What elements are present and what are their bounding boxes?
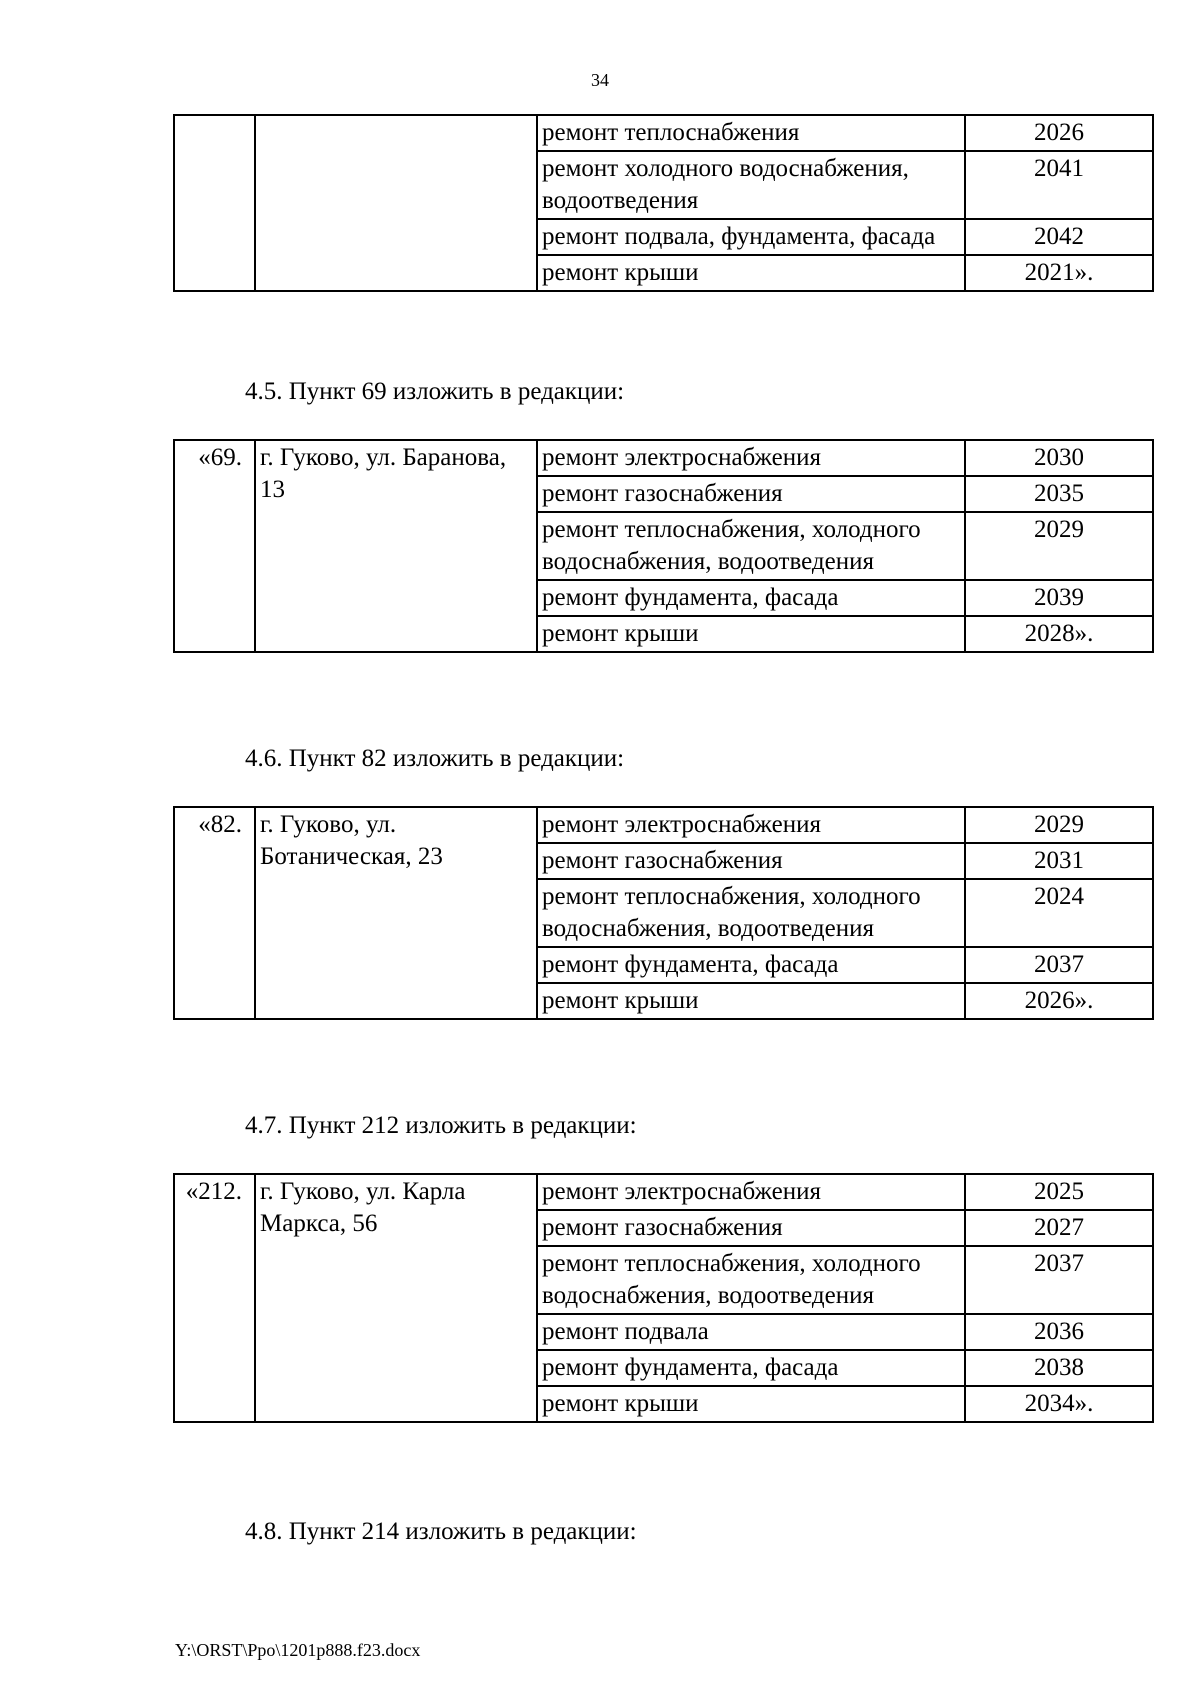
work-cell: ремонт крыши [537, 983, 965, 1019]
work-cell: ремонт теплоснабжения [537, 115, 965, 151]
item-number-cell: «212. [174, 1174, 255, 1422]
work-cell: ремонт подвала, фундамента, фасада [537, 219, 965, 255]
table-row [174, 115, 1153, 151]
year-cell: 2035 [965, 476, 1153, 512]
year-cell: 2029 [965, 512, 1153, 580]
year-cell: 2038 [965, 1350, 1153, 1386]
table-row [174, 440, 1153, 476]
file-path-footer: Y:\ORST\Ppo\1201p888.f23.docx [175, 1640, 421, 1660]
work-cell: ремонт газоснабжения [537, 1210, 965, 1246]
work-cell: ремонт крыши [537, 1386, 965, 1422]
table-row [174, 807, 1153, 843]
year-cell: 2029 [965, 807, 1153, 843]
year-cell: 2026 [965, 115, 1153, 151]
address-cell: г. Гуково, ул. Ботаническая, 23 [255, 807, 537, 1019]
year-cell: 2042 [965, 219, 1153, 255]
work-cell: ремонт фундамента, фасада [537, 1350, 965, 1386]
year-cell: 2024 [965, 879, 1153, 947]
page-number: 34 [591, 70, 609, 90]
year-cell: 2021». [965, 255, 1153, 291]
year-cell: 2034». [965, 1386, 1153, 1422]
work-cell: ремонт крыши [537, 616, 965, 652]
year-cell: 2025 [965, 1174, 1153, 1210]
year-cell: 2036 [965, 1314, 1153, 1350]
year-cell: 2026». [965, 983, 1153, 1019]
work-cell: ремонт электроснабжения [537, 807, 965, 843]
work-cell: ремонт газоснабжения [537, 476, 965, 512]
work-cell: ремонт холодного водоснабжения, водоотведения [537, 151, 965, 219]
paragraph-4-5: 4.5. Пункт 69 изложить в редакции: [245, 378, 625, 405]
work-cell: ремонт подвала [537, 1314, 965, 1350]
work-cell: ремонт теплоснабжения, холодного водоснабжения, водоотведения [537, 1246, 965, 1314]
work-cell: ремонт фундамента, фасада [537, 580, 965, 616]
address-cell [255, 115, 537, 291]
work-cell: ремонт теплоснабжения, холодного водоснабжения, водоотведения [537, 879, 965, 947]
paragraph-4-7: 4.7. Пункт 212 изложить в редакции: [245, 1112, 637, 1139]
address-cell: г. Гуково, ул. Баранова, 13 [255, 440, 537, 652]
address-cell: г. Гуково, ул. Карла Маркса, 56 [255, 1174, 537, 1422]
item-number-cell [174, 115, 255, 291]
item-69-table [173, 439, 1154, 653]
work-cell: ремонт электроснабжения [537, 1174, 965, 1210]
year-cell: 2027 [965, 1210, 1153, 1246]
continuation-table [173, 114, 1154, 292]
work-cell: ремонт электроснабжения [537, 440, 965, 476]
year-cell: 2041 [965, 151, 1153, 219]
year-cell: 2039 [965, 580, 1153, 616]
table-row [174, 1174, 1153, 1210]
work-cell: ремонт крыши [537, 255, 965, 291]
year-cell: 2037 [965, 1246, 1153, 1314]
item-82-table [173, 806, 1154, 1020]
item-212-table [173, 1173, 1154, 1423]
paragraph-4-6: 4.6. Пункт 82 изложить в редакции: [245, 745, 625, 772]
work-cell: ремонт газоснабжения [537, 843, 965, 879]
year-cell: 2037 [965, 947, 1153, 983]
item-number-cell: «82. [174, 807, 255, 1019]
item-number-cell: «69. [174, 440, 255, 652]
year-cell: 2030 [965, 440, 1153, 476]
paragraph-4-8: 4.8. Пункт 214 изложить в редакции: [245, 1518, 637, 1545]
work-cell: ремонт теплоснабжения, холодного водоснабжения, водоотведения [537, 512, 965, 580]
year-cell: 2028». [965, 616, 1153, 652]
year-cell: 2031 [965, 843, 1153, 879]
work-cell: ремонт фундамента, фасада [537, 947, 965, 983]
